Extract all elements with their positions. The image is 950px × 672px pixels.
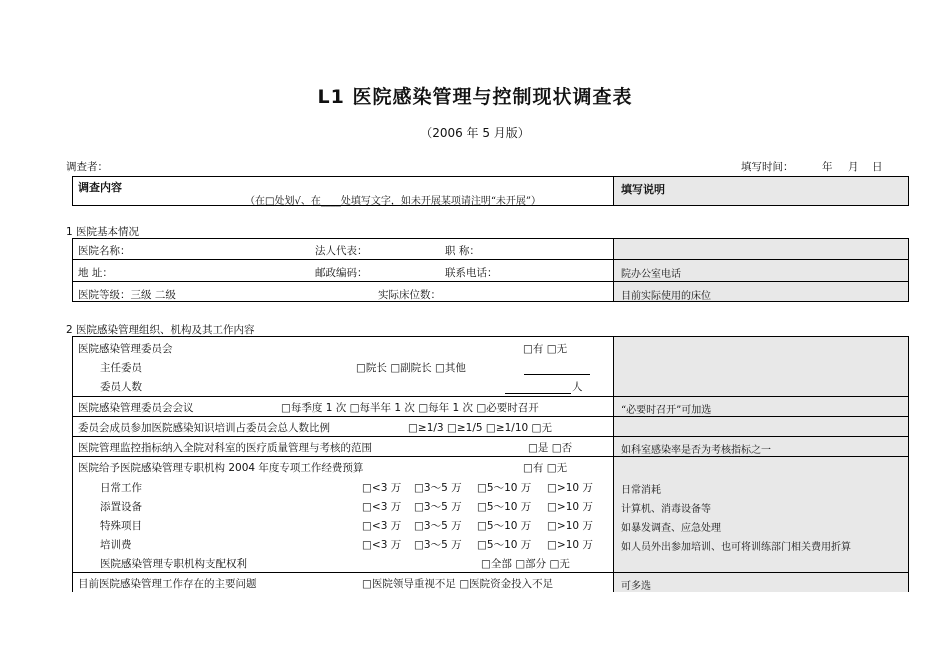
director-label: 主任委员 — [100, 362, 142, 374]
budget-option-lt3[interactable]: □<3 万 — [362, 482, 402, 494]
members-label: 委员人数 — [100, 381, 142, 393]
ratio-label: 委员会成员参加医院感染知识培训占委员会总人数比例 — [78, 422, 330, 434]
budget-option-gt10[interactable]: □>10 万 — [547, 520, 593, 532]
divider — [72, 436, 909, 437]
budget-option-gt10[interactable]: □>10 万 — [547, 501, 593, 513]
budget-option-5-10[interactable]: □5～10 万 — [477, 501, 532, 513]
header-content-label: 调查内容 — [78, 181, 122, 194]
budget-item-label: 培训费 — [100, 539, 132, 551]
note-beds: 目前实际使用的床位 — [621, 291, 711, 302]
meeting-options[interactable]: □每季度 1 次 □每半年 1 次 □每年 1 次 □必要时召开 — [281, 402, 539, 414]
budget-option-3-5[interactable]: □3～5 万 — [414, 520, 462, 532]
divider — [72, 572, 909, 573]
fill-time-day: 日 — [872, 161, 883, 173]
section2-title: 2 医院感染管理组织、机构及其工作内容 — [66, 324, 255, 336]
budget-item-note: 如暴发调查、应急处理 — [621, 523, 721, 534]
budget-label: 医院给予医院感染管理专职机构 2004 年度专项工作经费预算 — [78, 462, 364, 474]
problems-label: 目前医院感染管理工作存在的主要问题 — [78, 578, 257, 590]
budget-option-3-5[interactable]: □3～5 万 — [414, 501, 462, 513]
section2-notes-box — [613, 336, 909, 592]
phone-field[interactable]: 联系电话： — [445, 267, 498, 279]
note-phone: 院办公室电话 — [621, 269, 681, 280]
beds-field[interactable]: 实际床位数： — [378, 289, 441, 301]
budget-option-5-10[interactable]: □5～10 万 — [477, 520, 532, 532]
budget-option-5-10[interactable]: □5～10 万 — [477, 482, 532, 494]
hospital-name-field[interactable]: 医院名称： — [78, 245, 131, 257]
legal-rep-field[interactable]: 法人代表： — [315, 245, 368, 257]
budget-item-label: 特殊项目 — [100, 520, 142, 532]
address-field[interactable]: 地 址： — [78, 267, 113, 279]
section1-title: 1 医院基本情况 — [66, 226, 140, 238]
budget-yes-no[interactable]: □有 □无 — [523, 462, 568, 474]
budget-option-gt10[interactable]: □>10 万 — [547, 539, 593, 551]
divider — [72, 416, 909, 417]
budget-option-3-5[interactable]: □3～5 万 — [414, 482, 462, 494]
header-instruction: （在□处划√、在____处填写文字，如未开展某项请注明“未开展”） — [245, 196, 542, 207]
authority-label: 医院感染管理专职机构支配权利 — [100, 558, 247, 570]
members-blank[interactable] — [505, 393, 571, 394]
director-options[interactable]: □院长 □副院长 □其他 — [356, 362, 466, 374]
position-field[interactable]: 职 称： — [445, 245, 480, 257]
problems-options[interactable]: □医院领导重视不足 □医院资金投入不足 — [362, 578, 554, 590]
page-subtitle: （2006 年 5 月版） — [420, 126, 530, 140]
divider — [72, 281, 909, 282]
note-indicator: 如科室感染率是否为考核指标之一 — [621, 445, 771, 456]
budget-option-5-10[interactable]: □5～10 万 — [477, 539, 532, 551]
note-meeting: “必要时召开”可加选 — [621, 405, 712, 416]
fill-time-month: 月 — [848, 161, 859, 173]
divider — [72, 456, 909, 457]
grade-field[interactable]: 医院等级：三级 二级 — [78, 289, 176, 301]
committee-label: 医院感染管理委员会 — [78, 343, 173, 355]
fill-time-label: 填写时间： — [741, 161, 794, 173]
director-other-blank[interactable] — [524, 374, 590, 375]
indicator-options[interactable]: □是 □否 — [528, 442, 573, 454]
budget-option-lt3[interactable]: □<3 万 — [362, 520, 402, 532]
divider — [72, 396, 909, 397]
postcode-field[interactable]: 邮政编码： — [315, 267, 368, 279]
note-problems: 可多选 — [621, 581, 651, 592]
meeting-label: 医院感染管理委员会会议 — [78, 402, 194, 414]
budget-item-note: 计算机、消毒设备等 — [621, 504, 711, 515]
budget-item-note: 如人员外出参加培训、也可将训练部门相关费用折算 — [621, 542, 851, 553]
authority-options[interactable]: □全部 □部分 □无 — [481, 558, 570, 570]
budget-item-label: 添置设备 — [100, 501, 142, 513]
investigator-label: 调查者： — [66, 161, 108, 173]
page-title: L1 医院感染管理与控制现状调查表 — [317, 86, 633, 108]
budget-item-note: 日常消耗 — [621, 485, 661, 496]
fill-time-year: 年 — [822, 161, 833, 173]
budget-option-lt3[interactable]: □<3 万 — [362, 539, 402, 551]
committee-yes-no[interactable]: □有 □无 — [523, 343, 568, 355]
header-explain-label: 填写说明 — [621, 183, 665, 196]
indicator-label: 医院管理监控指标纳入全院对科室的医疗质量管理与考核的范围 — [78, 442, 372, 454]
budget-item-label: 日常工作 — [100, 482, 142, 494]
members-unit: 人 — [572, 381, 583, 393]
ratio-options[interactable]: □≥1/3 □≥1/5 □≥1/10 □无 — [408, 422, 552, 434]
budget-option-lt3[interactable]: □<3 万 — [362, 501, 402, 513]
budget-option-3-5[interactable]: □3～5 万 — [414, 539, 462, 551]
divider — [72, 259, 909, 260]
budget-option-gt10[interactable]: □>10 万 — [547, 482, 593, 494]
